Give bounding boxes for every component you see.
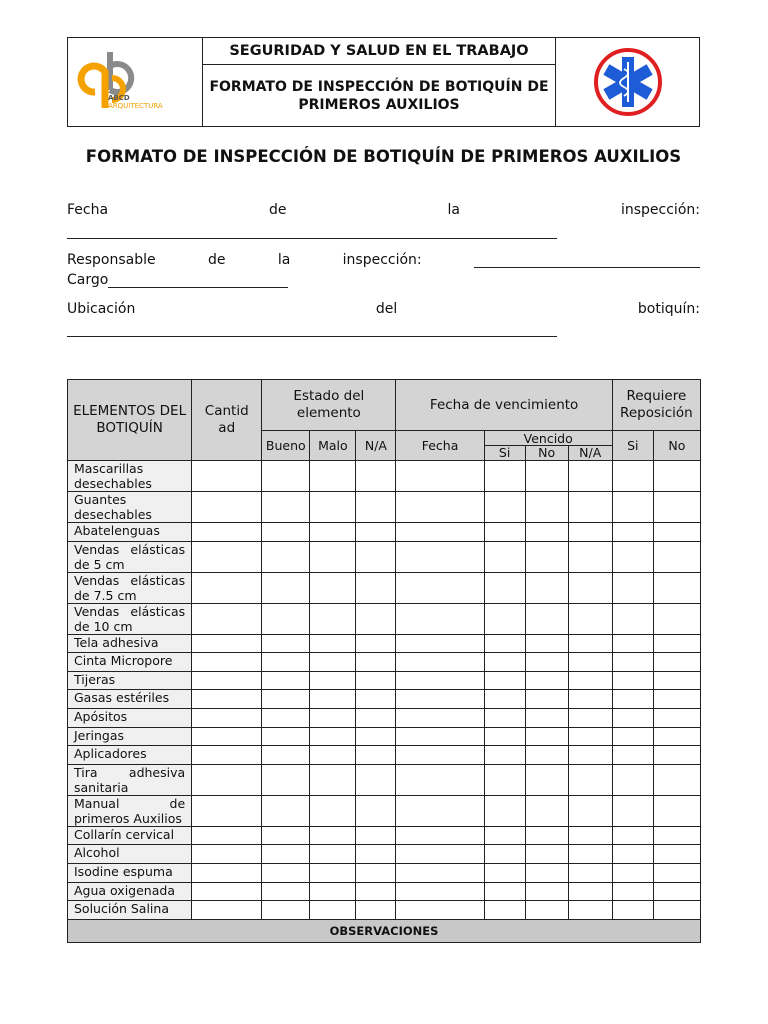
input-cell[interactable] [262,671,310,690]
input-cell[interactable] [568,671,612,690]
input-cell[interactable] [525,863,568,882]
input-cell[interactable] [484,653,525,672]
item-label: Aplicadores [68,746,192,765]
input-cell[interactable] [484,492,525,523]
input-cell[interactable] [612,746,653,765]
observaciones-row: OBSERVACIONES [68,919,701,942]
input-cell[interactable] [356,764,396,795]
item-label: Vendas elásticas de 7.5 cm [68,572,192,603]
input-cell[interactable] [396,572,484,603]
input-cell[interactable] [484,845,525,864]
input-cell[interactable] [568,882,612,901]
input-cell[interactable] [396,492,484,523]
input-cell[interactable] [653,764,700,795]
input-cell[interactable] [484,603,525,634]
input-cell[interactable] [525,603,568,634]
table-row [68,845,701,864]
input-cell[interactable] [612,523,653,542]
responsable-label-4: inspección: [342,252,422,268]
inspection-table [67,379,701,943]
ubicacion-label-3: botiquín: [637,301,700,317]
input-cell[interactable] [356,826,396,845]
input-cell[interactable] [484,795,525,826]
input-cell[interactable] [356,845,396,864]
input-cell[interactable] [612,863,653,882]
input-cell[interactable] [356,863,396,882]
input-cell[interactable] [525,746,568,765]
input-cell[interactable] [568,690,612,709]
col-cantidad: Cantid ad [192,380,262,461]
input-cell[interactable] [525,845,568,864]
input-cell[interactable] [262,523,310,542]
input-cell[interactable] [192,727,262,746]
input-cell[interactable] [525,572,568,603]
item-label: Apósitos [68,708,192,727]
input-cell[interactable] [484,690,525,709]
input-cell[interactable] [192,572,262,603]
input-cell[interactable] [310,826,356,845]
input-cell[interactable] [310,603,356,634]
ubicacion-label-2: del [375,301,398,317]
item-label: Isodine espuma [68,863,192,882]
table-row [68,690,701,709]
ubicacion-input-line[interactable] [67,336,557,337]
estado-bueno: Bueno [262,431,310,461]
table-row [68,492,701,523]
input-cell[interactable] [484,882,525,901]
logo-brand: ABCD [108,94,130,102]
ubicacion-field [67,299,700,337]
input-cell[interactable] [310,492,356,523]
input-cell[interactable] [525,671,568,690]
input-cell[interactable] [262,863,310,882]
item-label: Tela adhesiva [68,634,192,653]
input-cell[interactable] [356,795,396,826]
input-cell[interactable] [356,671,396,690]
table-row [68,634,701,653]
input-cell[interactable] [568,863,612,882]
input-cell[interactable] [192,901,262,920]
input-cell[interactable] [525,690,568,709]
col-elementos: ELEMENTOS DEL BOTIQUÍN [68,380,192,461]
fecha-label-4: inspección: [620,202,700,218]
input-cell[interactable] [262,727,310,746]
input-cell[interactable] [653,708,700,727]
input-cell[interactable] [396,603,484,634]
input-cell[interactable] [192,523,262,542]
input-cell[interactable] [612,845,653,864]
input-cell[interactable] [484,746,525,765]
col-vencimiento: Fecha de vencimiento [396,380,612,431]
input-cell[interactable] [192,653,262,672]
input-cell[interactable] [484,863,525,882]
table-row [68,901,701,920]
fecha-input-line[interactable] [67,238,557,239]
input-cell[interactable] [262,764,310,795]
input-cell[interactable] [612,901,653,920]
input-cell[interactable] [484,523,525,542]
input-cell[interactable] [653,690,700,709]
input-cell[interactable] [396,764,484,795]
input-cell[interactable] [310,795,356,826]
input-cell[interactable] [356,492,396,523]
input-cell[interactable] [356,523,396,542]
repo-no: No [653,431,700,461]
input-cell[interactable] [310,653,356,672]
cargo-input-line[interactable] [108,270,288,288]
input-cell[interactable] [262,492,310,523]
input-cell[interactable] [356,603,396,634]
input-cell[interactable] [310,882,356,901]
input-cell[interactable] [612,708,653,727]
item-label: Vendas elásticas de 5 cm [68,541,192,572]
input-cell[interactable] [525,653,568,672]
input-cell[interactable] [310,901,356,920]
table-row [68,653,701,672]
input-cell[interactable] [653,901,700,920]
input-cell[interactable] [612,882,653,901]
table-row [68,603,701,634]
input-cell[interactable] [568,746,612,765]
input-cell[interactable] [192,845,262,864]
input-cell[interactable] [525,727,568,746]
ubicacion-label-1: Ubicación [67,301,136,317]
input-cell[interactable] [192,764,262,795]
venc-vencido: Vencido [484,431,612,446]
input-cell[interactable] [396,863,484,882]
input-cell[interactable] [653,746,700,765]
input-cell[interactable] [484,901,525,920]
input-cell[interactable] [612,826,653,845]
input-cell[interactable] [484,541,525,572]
input-cell[interactable] [568,845,612,864]
input-cell[interactable] [310,523,356,542]
table-row [68,572,701,603]
input-cell[interactable] [653,492,700,523]
input-cell[interactable] [612,634,653,653]
input-cell[interactable] [356,634,396,653]
item-label: Collarín cervical [68,826,192,845]
input-cell[interactable] [568,634,612,653]
col-reposicion: Requiere Reposición [612,380,700,431]
input-cell[interactable] [396,826,484,845]
input-cell[interactable] [484,461,525,492]
abcd-logo-icon [68,38,202,128]
input-cell[interactable] [525,901,568,920]
input-cell[interactable] [396,690,484,709]
input-cell[interactable] [310,572,356,603]
input-cell[interactable] [192,746,262,765]
table-row [68,795,701,826]
input-cell[interactable] [653,634,700,653]
responsable-label-1: Responsable [67,252,156,268]
table-row [68,523,701,542]
input-cell[interactable] [396,795,484,826]
input-cell[interactable] [612,727,653,746]
company-logo [68,38,203,126]
input-cell[interactable] [192,708,262,727]
input-cell[interactable] [525,541,568,572]
input-cell[interactable] [653,826,700,845]
input-cell[interactable] [612,541,653,572]
input-cell[interactable] [484,634,525,653]
input-cell[interactable] [653,461,700,492]
fecha-label-3: la [447,202,460,218]
input-cell[interactable] [525,523,568,542]
document-title: FORMATO DE INSPECCIÓN DE BOTIQUÍN DE PRIMEROS AUXILIOS [85,147,682,166]
input-cell[interactable] [310,746,356,765]
fecha-field [67,200,700,239]
input-cell[interactable] [262,826,310,845]
input-cell[interactable] [310,845,356,864]
input-cell[interactable] [262,603,310,634]
input-cell[interactable] [653,523,700,542]
input-cell[interactable] [612,764,653,795]
input-cell[interactable] [568,901,612,920]
input-cell[interactable] [356,727,396,746]
input-cell[interactable] [612,603,653,634]
input-cell[interactable] [356,690,396,709]
responsable-field [67,250,700,290]
input-cell[interactable] [262,572,310,603]
table-row [68,541,701,572]
document-header [67,37,700,127]
input-cell[interactable] [568,523,612,542]
table-row [68,671,701,690]
input-cell[interactable] [396,671,484,690]
input-cell[interactable] [192,603,262,634]
input-cell[interactable] [568,603,612,634]
input-cell[interactable] [310,727,356,746]
item-label: Cinta Micropore [68,653,192,672]
item-label: Tira adhesiva sanitaria [68,764,192,795]
input-cell[interactable] [310,708,356,727]
input-cell[interactable] [356,541,396,572]
input-cell[interactable] [310,671,356,690]
input-cell[interactable] [310,461,356,492]
item-label: Alcohol [68,845,192,864]
input-cell[interactable] [262,541,310,572]
input-cell[interactable] [356,882,396,901]
table-row [68,708,701,727]
input-cell[interactable] [484,764,525,795]
input-cell[interactable] [568,653,612,672]
input-cell[interactable] [396,746,484,765]
input-cell[interactable] [653,727,700,746]
input-cell[interactable] [653,603,700,634]
input-cell[interactable] [653,882,700,901]
org-title: SEGURIDAD Y SALUD EN EL TRABAJO [203,38,555,65]
responsable-label-2: de [207,252,226,268]
input-cell[interactable] [568,572,612,603]
input-cell[interactable] [356,708,396,727]
fecha-label-1: Fecha [67,202,109,218]
item-label: Jeringas [68,727,192,746]
input-cell[interactable] [653,572,700,603]
cargo-label: Cargo [67,272,109,288]
input-cell[interactable] [568,708,612,727]
input-cell[interactable] [262,634,310,653]
input-cell[interactable] [396,634,484,653]
table-row [68,882,701,901]
table-row [68,461,701,492]
repo-si: Si [612,431,653,461]
input-cell[interactable] [653,541,700,572]
input-cell[interactable] [484,708,525,727]
input-cell[interactable] [653,653,700,672]
input-cell[interactable] [612,461,653,492]
input-cell[interactable] [262,461,310,492]
input-cell[interactable] [192,541,262,572]
item-label: Manual de primeros Auxilios [68,795,192,826]
input-cell[interactable] [310,863,356,882]
input-cell[interactable] [568,492,612,523]
input-cell[interactable] [356,461,396,492]
input-cell[interactable] [396,882,484,901]
input-cell[interactable] [262,653,310,672]
table-row [68,863,701,882]
input-cell[interactable] [310,764,356,795]
input-cell[interactable] [192,795,262,826]
input-cell[interactable] [262,746,310,765]
input-cell[interactable] [568,461,612,492]
input-cell[interactable] [612,572,653,603]
item-label: Abatelenguas [68,523,192,542]
col-estado: Estado del elemento [262,380,396,431]
responsable-label-3: la [277,252,291,268]
input-cell[interactable] [192,863,262,882]
input-cell[interactable] [484,671,525,690]
input-cell[interactable] [525,492,568,523]
responsable-input-line[interactable] [474,250,700,268]
input-cell[interactable] [612,492,653,523]
input-cell[interactable] [525,882,568,901]
input-cell[interactable] [396,523,484,542]
vencido-si: Si [484,446,525,461]
input-cell[interactable] [310,541,356,572]
input-cell[interactable] [396,708,484,727]
item-label: Solución Salina [68,901,192,920]
input-cell[interactable] [262,690,310,709]
input-cell[interactable] [396,653,484,672]
input-cell[interactable] [192,634,262,653]
input-cell[interactable] [612,795,653,826]
input-cell[interactable] [525,795,568,826]
venc-fecha: Fecha [396,431,484,461]
item-label: Tijeras [68,671,192,690]
table-row [68,727,701,746]
input-cell[interactable] [396,901,484,920]
estado-malo: Malo [310,431,356,461]
input-cell[interactable] [356,653,396,672]
input-cell[interactable] [262,901,310,920]
vencido-no: No [525,446,568,461]
input-cell[interactable] [612,690,653,709]
input-cell[interactable] [525,634,568,653]
input-cell[interactable] [310,634,356,653]
item-label: Vendas elásticas de 10 cm [68,603,192,634]
input-cell[interactable] [568,541,612,572]
table-row [68,826,701,845]
item-label: Gasas estériles [68,690,192,709]
input-cell[interactable] [356,746,396,765]
input-cell[interactable] [262,795,310,826]
input-cell[interactable] [192,461,262,492]
input-cell[interactable] [192,690,262,709]
star-of-life-icon [593,47,663,117]
item-label: Mascarillas desechables [68,461,192,492]
input-cell[interactable] [653,863,700,882]
input-cell[interactable] [612,671,653,690]
input-cell[interactable] [653,671,700,690]
input-cell[interactable] [356,901,396,920]
input-cell[interactable] [484,727,525,746]
input-cell[interactable] [310,690,356,709]
star-of-life-emblem [555,38,699,126]
input-cell[interactable] [525,826,568,845]
input-cell[interactable] [262,708,310,727]
input-cell[interactable] [396,461,484,492]
form-title: FORMATO DE INSPECCIÓN DE BOTIQUÍN DE PRIMEROS AUXILIOS [209,78,549,113]
input-cell[interactable] [484,826,525,845]
input-cell[interactable] [396,727,484,746]
logo-sub: ARQUITECTURA [108,102,163,110]
table-row [68,764,701,795]
input-cell[interactable] [262,882,310,901]
table-row [68,746,701,765]
input-cell[interactable] [568,826,612,845]
input-cell[interactable] [525,461,568,492]
input-cell[interactable] [612,653,653,672]
input-cell[interactable] [396,541,484,572]
item-label: Agua oxigenada [68,882,192,901]
input-cell[interactable] [484,572,525,603]
input-cell[interactable] [653,795,700,826]
input-cell[interactable] [653,845,700,864]
input-cell[interactable] [568,764,612,795]
input-cell[interactable] [568,727,612,746]
input-cell[interactable] [525,764,568,795]
input-cell[interactable] [525,708,568,727]
input-cell[interactable] [396,845,484,864]
input-cell[interactable] [568,795,612,826]
logo-caption [108,94,163,110]
input-cell[interactable] [192,492,262,523]
input-cell[interactable] [192,826,262,845]
estado-na: N/A [356,431,396,461]
input-cell[interactable] [192,882,262,901]
input-cell[interactable] [192,671,262,690]
vencido-na: N/A [568,446,612,461]
item-label: Guantes desechables [68,492,192,523]
fecha-label-2: de [269,202,287,218]
input-cell[interactable] [262,845,310,864]
input-cell[interactable] [356,572,396,603]
